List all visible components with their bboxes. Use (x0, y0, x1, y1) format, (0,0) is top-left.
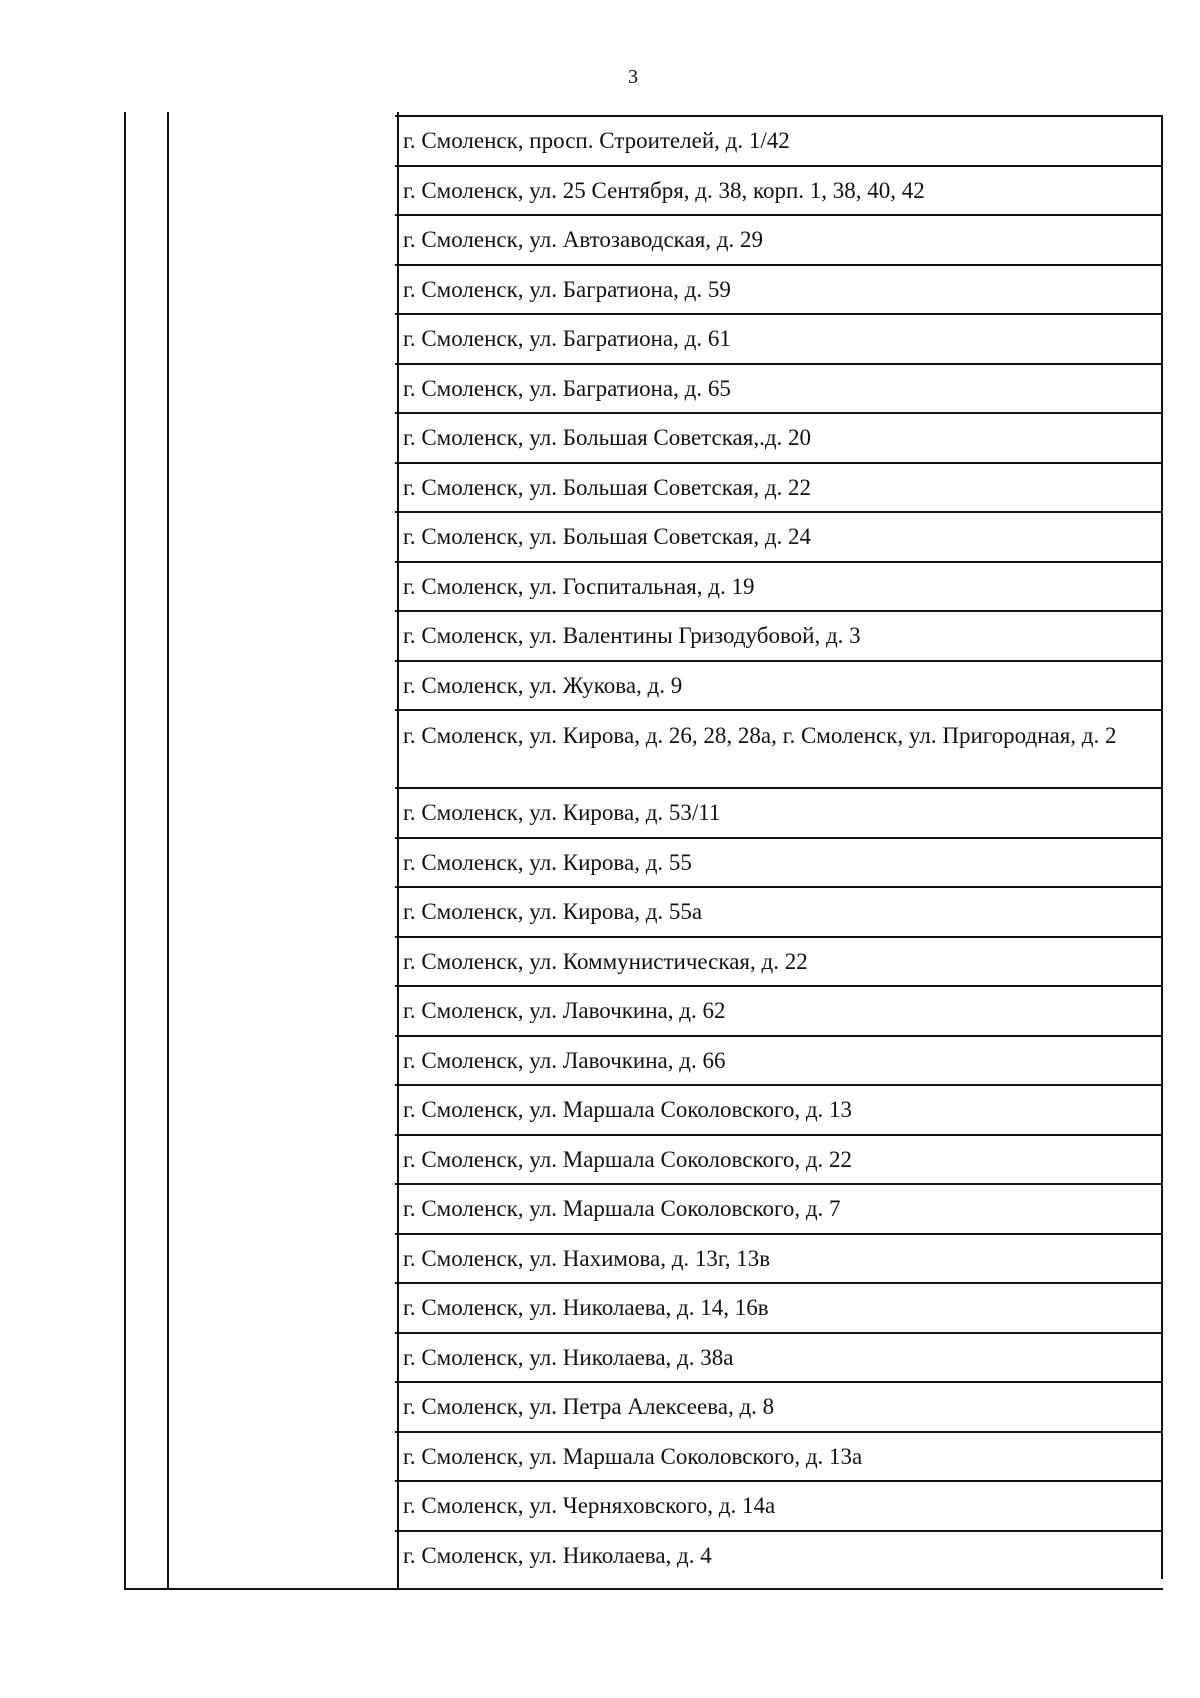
address-list (395, 115, 1163, 1579)
address-row: г. Смоленск, ул. Багратиона, д. 59 (395, 264, 1161, 314)
address-row: г. Смоленск, ул. Кирова, д. 55 (395, 837, 1161, 887)
address-row: г. Смоленск, ул. Нахимова, д. 13г, 13в (395, 1233, 1161, 1283)
address-row: г. Смоленск, ул. Николаева, д. 38а (395, 1332, 1161, 1382)
address-row: г. Смоленск, ул. Николаева, д. 14, 16в (395, 1282, 1161, 1332)
address-row: г. Смоленск, ул. Николаева, д. 4 (395, 1530, 1161, 1580)
address-row: г. Смоленск, ул. Автозаводская, д. 29 (395, 214, 1161, 264)
address-row: г. Смоленск, ул. Черняховского, д. 14а (395, 1480, 1161, 1530)
address-row: г. Смоленск, ул. 25 Сентября, д. 38, корп. 1, 38, 40, 42 (395, 165, 1161, 215)
address-row: г. Смоленск, ул. Маршала Соколовского, д. 13 (395, 1084, 1161, 1134)
address-row: г. Смоленск, ул. Маршала Соколовского, д. 22 (395, 1134, 1161, 1184)
address-row: г. Смоленск, ул. Большая Советская, д. 24 (395, 511, 1161, 561)
address-row: г. Смоленск, ул. Валентины Гризодубовой, д. 3 (395, 610, 1161, 660)
address-row: г. Смоленск, ул. Кирова, д. 55а (395, 886, 1161, 936)
address-row: г. Смоленск, ул. Лавочкина, д. 66 (395, 1035, 1161, 1085)
page-number: 3 (628, 66, 638, 88)
address-row: г. Смоленск, ул. Госпитальная, д. 19 (395, 561, 1161, 611)
address-row: г. Смоленск, ул. Петра Алексеева, д. 8 (395, 1381, 1161, 1431)
address-row: г. Смоленск, ул. Коммунистическая, д. 22 (395, 936, 1161, 986)
address-row: г. Смоленск, ул. Большая Советская,.д. 20 (395, 412, 1161, 462)
address-row: г. Смоленск, просп. Строителей, д. 1/42 (395, 115, 1161, 165)
address-row: г. Смоленск, ул. Большая Советская, д. 22 (395, 462, 1161, 512)
address-row: г. Смоленск, ул. Маршала Соколовского, д. 7 (395, 1183, 1161, 1233)
address-row: г. Смоленск, ул. Кирова, д. 26, 28, 28а, г. Смоленск, ул. Пригородная, д. 2 (395, 709, 1161, 787)
address-row: г. Смоленск, ул. Лавочкина, д. 62 (395, 985, 1161, 1035)
address-row: г. Смоленск, ул. Жукова, д. 9 (395, 660, 1161, 710)
address-row: г. Смоленск, ул. Багратиона, д. 65 (395, 363, 1161, 413)
address-row: г. Смоленск, ул. Кирова, д. 53/11 (395, 787, 1161, 837)
table-column-divider-1 (167, 112, 169, 1588)
address-row: г. Смоленск, ул. Маршала Соколовского, д. 13а (395, 1431, 1161, 1481)
address-row: г. Смоленск, ул. Багратиона, д. 61 (395, 313, 1161, 363)
